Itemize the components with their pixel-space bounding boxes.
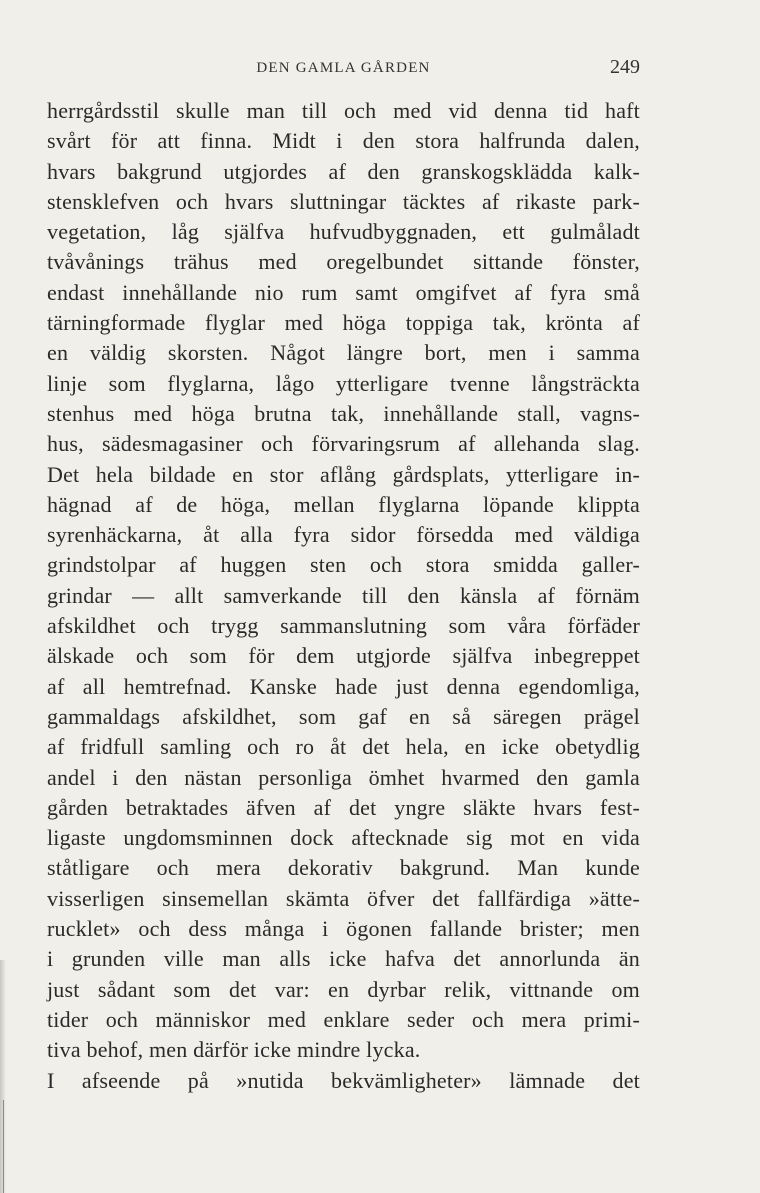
text-line: tärningformade flyglar med höga toppiga tak, krönta af	[47, 310, 640, 336]
text-line: Det hela bildade en stor aflång gårdsplats, ytterligare in-	[47, 461, 640, 487]
text-line: ståtligare och mera dekorativ bakgrund. Man kunde	[47, 855, 640, 881]
page-number: 249	[610, 56, 640, 78]
text-line: stensklefven och hvars sluttningar täcktes af rikaste park-	[47, 188, 640, 214]
text-line: grindstolpar af huggen sten och stora smidda galler-	[47, 552, 640, 578]
text-line: vegetation, låg själfva hufvudbyggnaden, ett gulmåladt	[47, 219, 640, 245]
text-line: just sådant som det var: en dyrbar relik, vittnande om	[47, 976, 640, 1002]
text-line: linje som flyglarna, lågo ytterligare tvenne långsträckta	[47, 370, 640, 396]
text-line: svårt för att finna. Midt i den stora halfrunda dalen,	[47, 128, 640, 154]
text-line: af fridfull samling och ro åt det hela, en icke obetydlig	[47, 734, 640, 760]
text-line: afskildhet och trygg sammanslutning som våra förfäder	[47, 613, 640, 639]
text-line: älskade och som för dem utgjorde själfva inbegreppet	[47, 643, 640, 669]
body-text	[47, 96, 640, 1096]
text-line: I afseende på »nutida bekvämligheter» lämnade det	[47, 1067, 640, 1093]
text-line: hus, sädesmagasiner och förvaringsrum af allehanda slag.	[47, 431, 640, 457]
text-line: hvars bakgrund utgjordes af den granskogsklädda kalk-	[47, 158, 640, 184]
text-line: af all hemtrefnad. Kanske hade just denna egendomliga,	[47, 673, 640, 699]
text-line: endast innehållande nio rum samt omgifvet af fyra små	[47, 279, 640, 305]
text-line: en väldig skorsten. Något längre bort, men i samma	[47, 340, 640, 366]
text-line: tider och människor med enklare seder och mera primi-	[47, 1006, 640, 1032]
text-line: gammaldags afskildhet, som gaf en så säregen prägel	[47, 703, 640, 729]
text-line: grindar — allt samverkande till den känsla af förnäm	[47, 582, 640, 608]
text-line: rucklet» och dess många i ögonen fallande brister; men	[47, 916, 640, 942]
text-line: andel i den nästan personliga ömhet hvarmed den gamla	[47, 764, 640, 790]
text-line: herrgårdsstil skulle man till och med vid denna tid haft	[47, 98, 640, 123]
text-line: hägnad af de höga, mellan flyglarna löpande klippta	[47, 491, 640, 517]
text-line: ligaste ungdomsminnen dock aftecknade sig mot en vida	[47, 825, 640, 851]
page-header	[47, 58, 640, 86]
running-head: DEN GAMLA GÅRDEN	[256, 60, 431, 76]
text-line: visserligen sinsemellan skämta öfver det fallfärdiga »ätte-	[47, 885, 640, 911]
text-line: gården betraktades äfven af det yngre släkte hvars fest-	[47, 794, 640, 820]
text-line: stenhus med höga brutna tak, innehållande stall, vagns-	[47, 400, 640, 426]
text-line: tiva behof, men därför icke mindre lycka.	[47, 1037, 421, 1063]
page-edge-line	[3, 1100, 4, 1193]
text-line: syrenhäckarna, åt alla fyra sidor försedda med väldiga	[47, 522, 640, 548]
text-line: tvåvånings trähus med oregelbundet sittande fönster,	[47, 249, 640, 275]
text-line: i grunden ville man alls icke hafva det annorlunda än	[47, 946, 640, 972]
